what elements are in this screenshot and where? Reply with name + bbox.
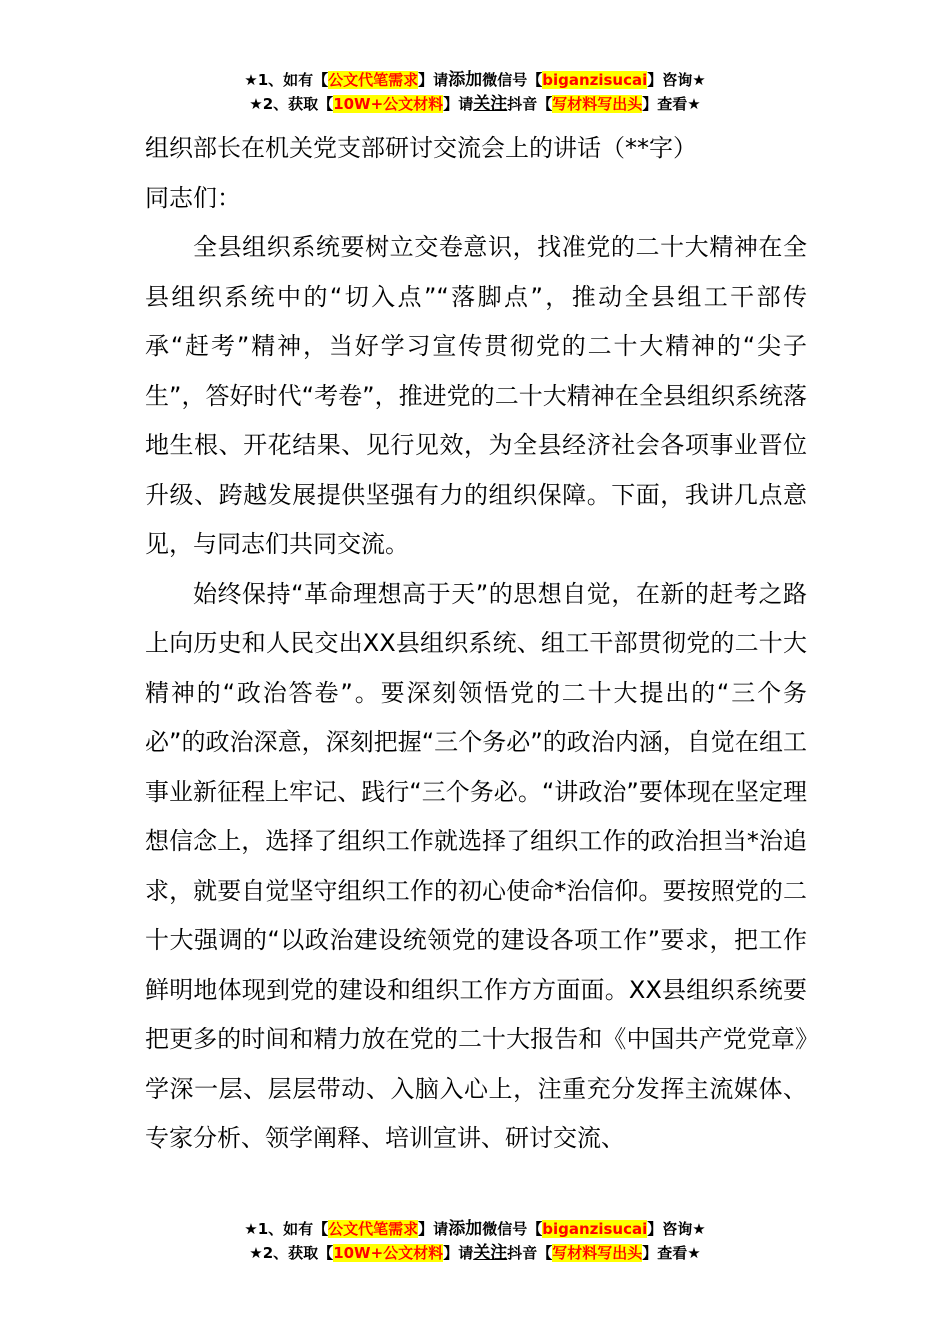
banner-line-1: [0, 1217, 950, 1241]
banner-text: 】咨询★: [647, 71, 706, 89]
banner-text: 】请: [443, 1244, 474, 1262]
banner-line-1: [0, 68, 950, 92]
banner-emphasis: 关注: [473, 94, 508, 114]
header-banner: [0, 68, 950, 116]
banner-highlight: 公文代笔需求: [328, 71, 419, 89]
banner-highlight: biganzisucai: [542, 71, 648, 89]
banner-emphasis: 添加: [448, 1219, 483, 1239]
banner-text: 】查看★: [642, 1244, 701, 1262]
document-body: [145, 124, 807, 1164]
banner-text: 】请: [418, 71, 449, 89]
banner-text: 抖音【: [507, 1244, 553, 1262]
banner-highlight: 写材料写出头: [552, 1244, 643, 1262]
banner-line-2: [0, 92, 950, 116]
banner-text: 微信号【: [482, 71, 543, 89]
banner-text: ★1、如有【: [244, 71, 329, 89]
footer-banner: [0, 1217, 950, 1265]
banner-text: ★1、如有【: [244, 1220, 329, 1238]
banner-highlight: 10W+公文材料: [333, 95, 444, 113]
banner-text: 微信号【: [482, 1220, 543, 1238]
document-title: 组织部长在机关党支部研讨交流会上的讲话（**字）: [145, 134, 697, 162]
banner-highlight: 10W+公文材料: [333, 1244, 444, 1262]
banner-text: 】咨询★: [647, 1220, 706, 1238]
banner-emphasis: 关注: [473, 1243, 508, 1263]
banner-text: 】请: [443, 95, 474, 113]
banner-text: 】查看★: [642, 95, 701, 113]
banner-highlight: biganzisucai: [542, 1220, 648, 1238]
banner-highlight: 公文代笔需求: [328, 1220, 419, 1238]
banner-highlight: 写材料写出头: [552, 95, 643, 113]
banner-line-2: [0, 1241, 950, 1265]
paragraph-1: 全县组织系统要树立交卷意识，找准党的二十大精神在全县组织系统中的“切入点”“落脚点”，推动全县组工干部传承“赶考”精神，当好学习宣传贯彻党的二十大精神的“尖子生”，答好时代“考卷”，推进党的二十大精神在全县组织系统落地生根、开花结果、见行见效，为全县经济社会各项事业晋位升级、跨越发展提供坚强有力的组织保障。下面，我讲几点意见，与同志们共同交流。: [145, 233, 807, 558]
banner-text: ★2、获取【: [249, 95, 334, 113]
greeting: 同志们：: [145, 183, 241, 212]
banner-text: 抖音【: [507, 95, 553, 113]
banner-text: ★2、获取【: [249, 1244, 334, 1262]
paragraph-2: 始终保持“革命理想高于天”的思想自觉，在新的赶考之路上向历史和人民交出XX县组织系统、组工干部贯彻党的二十大精神的“政治答卷”。要深刻领悟党的二十大提出的“三个务必”的政治深意，深刻把握“三个务必”的政治内涵，自觉在组工事业新征程上牢记、践行“三个务必。“讲政治”要体现在坚定理想信念上，选择了组织工作就选择了组织工作的政治担当*治追求，就要自觉坚守组织工作的初心使命*治信仰。要按照党的二十大强调的“以政治建设统领党的建设各项工作”要求，把工作鲜明地体现到党的建设和组织工作方方面面。XX县组织系统要把更多的时间和精力放在党的二十大报告和《中国共产党党章》学深一层、层层带动、入脑入心上，注重充分发挥主流媒体、专家分析、领学阐释、培训宣讲、研讨交流、: [145, 579, 807, 1152]
banner-emphasis: 添加: [448, 70, 483, 90]
banner-text: 】请: [418, 1220, 449, 1238]
